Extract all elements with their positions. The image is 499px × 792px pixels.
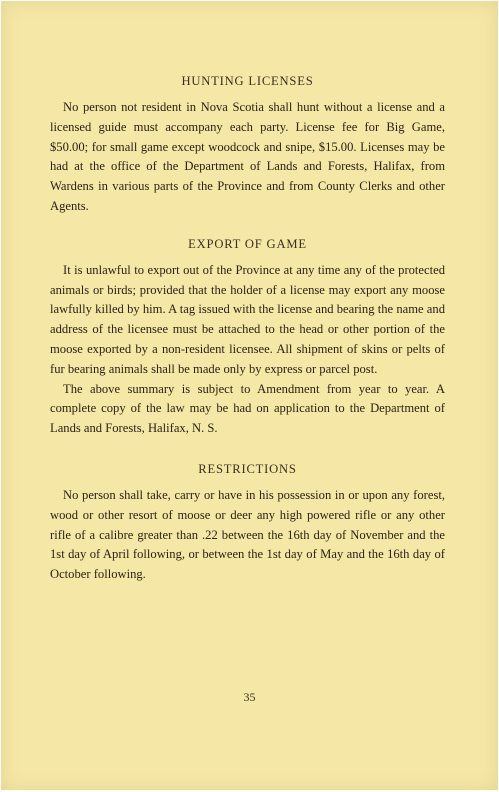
section-spacer: [50, 217, 445, 235]
section-title-restrictions: RESTRICTIONS: [198, 461, 297, 476]
section-title-hunting-licenses: HUNTING LICENSES: [181, 74, 314, 88]
section-title-export-of-game: EXPORT OF GAME: [188, 236, 307, 251]
section-spacer: [50, 439, 445, 460]
page-content: [50, 72, 445, 585]
export-of-game-paragraph-1: It is unlawful to export out of the Province at any time any of the protected animals or birds; provided that the holder of a license may export any moose lawfully killed by him. A tag issued with the license and bearing the name and address of the licensee must be attached to the head or other portion of the moose exported by a non-resident licensee. All shipment of skins or pelts of fur bearing animals shall be made only by express or parcel post.: [50, 262, 445, 376]
export-of-game-paragraph-2: The above summary is subject to Amendment from year to year. A complete copy of the law may be had on application to the Department of Lands and Forests, Halifax, N. S.: [50, 381, 445, 436]
page-number: 35: [243, 690, 256, 704]
hunting-licenses-paragraph: No person not resident in Nova Scotia shall hunt without a license and a licensed guide must accompany each party. License fee for Big Game, $50.00; for small game except woodcock and snipe, $15.00. Licenses may be had at the office of the Department of Lands and Forests, Halifax, from Wardens in various parts of the Province and from County Clerks and other Agents.: [50, 100, 445, 213]
restrictions-paragraph: No person shall take, carry or have in his possession in or upon any forest, wood or other resort of moose or deer any high powered rifle or any other rifle of a calibre greater than .22 between the 16th day of November and the 1st day of April following, or between the 1st day of May and the 16th day of October following.: [50, 487, 445, 582]
book-page: [1, 1, 498, 790]
